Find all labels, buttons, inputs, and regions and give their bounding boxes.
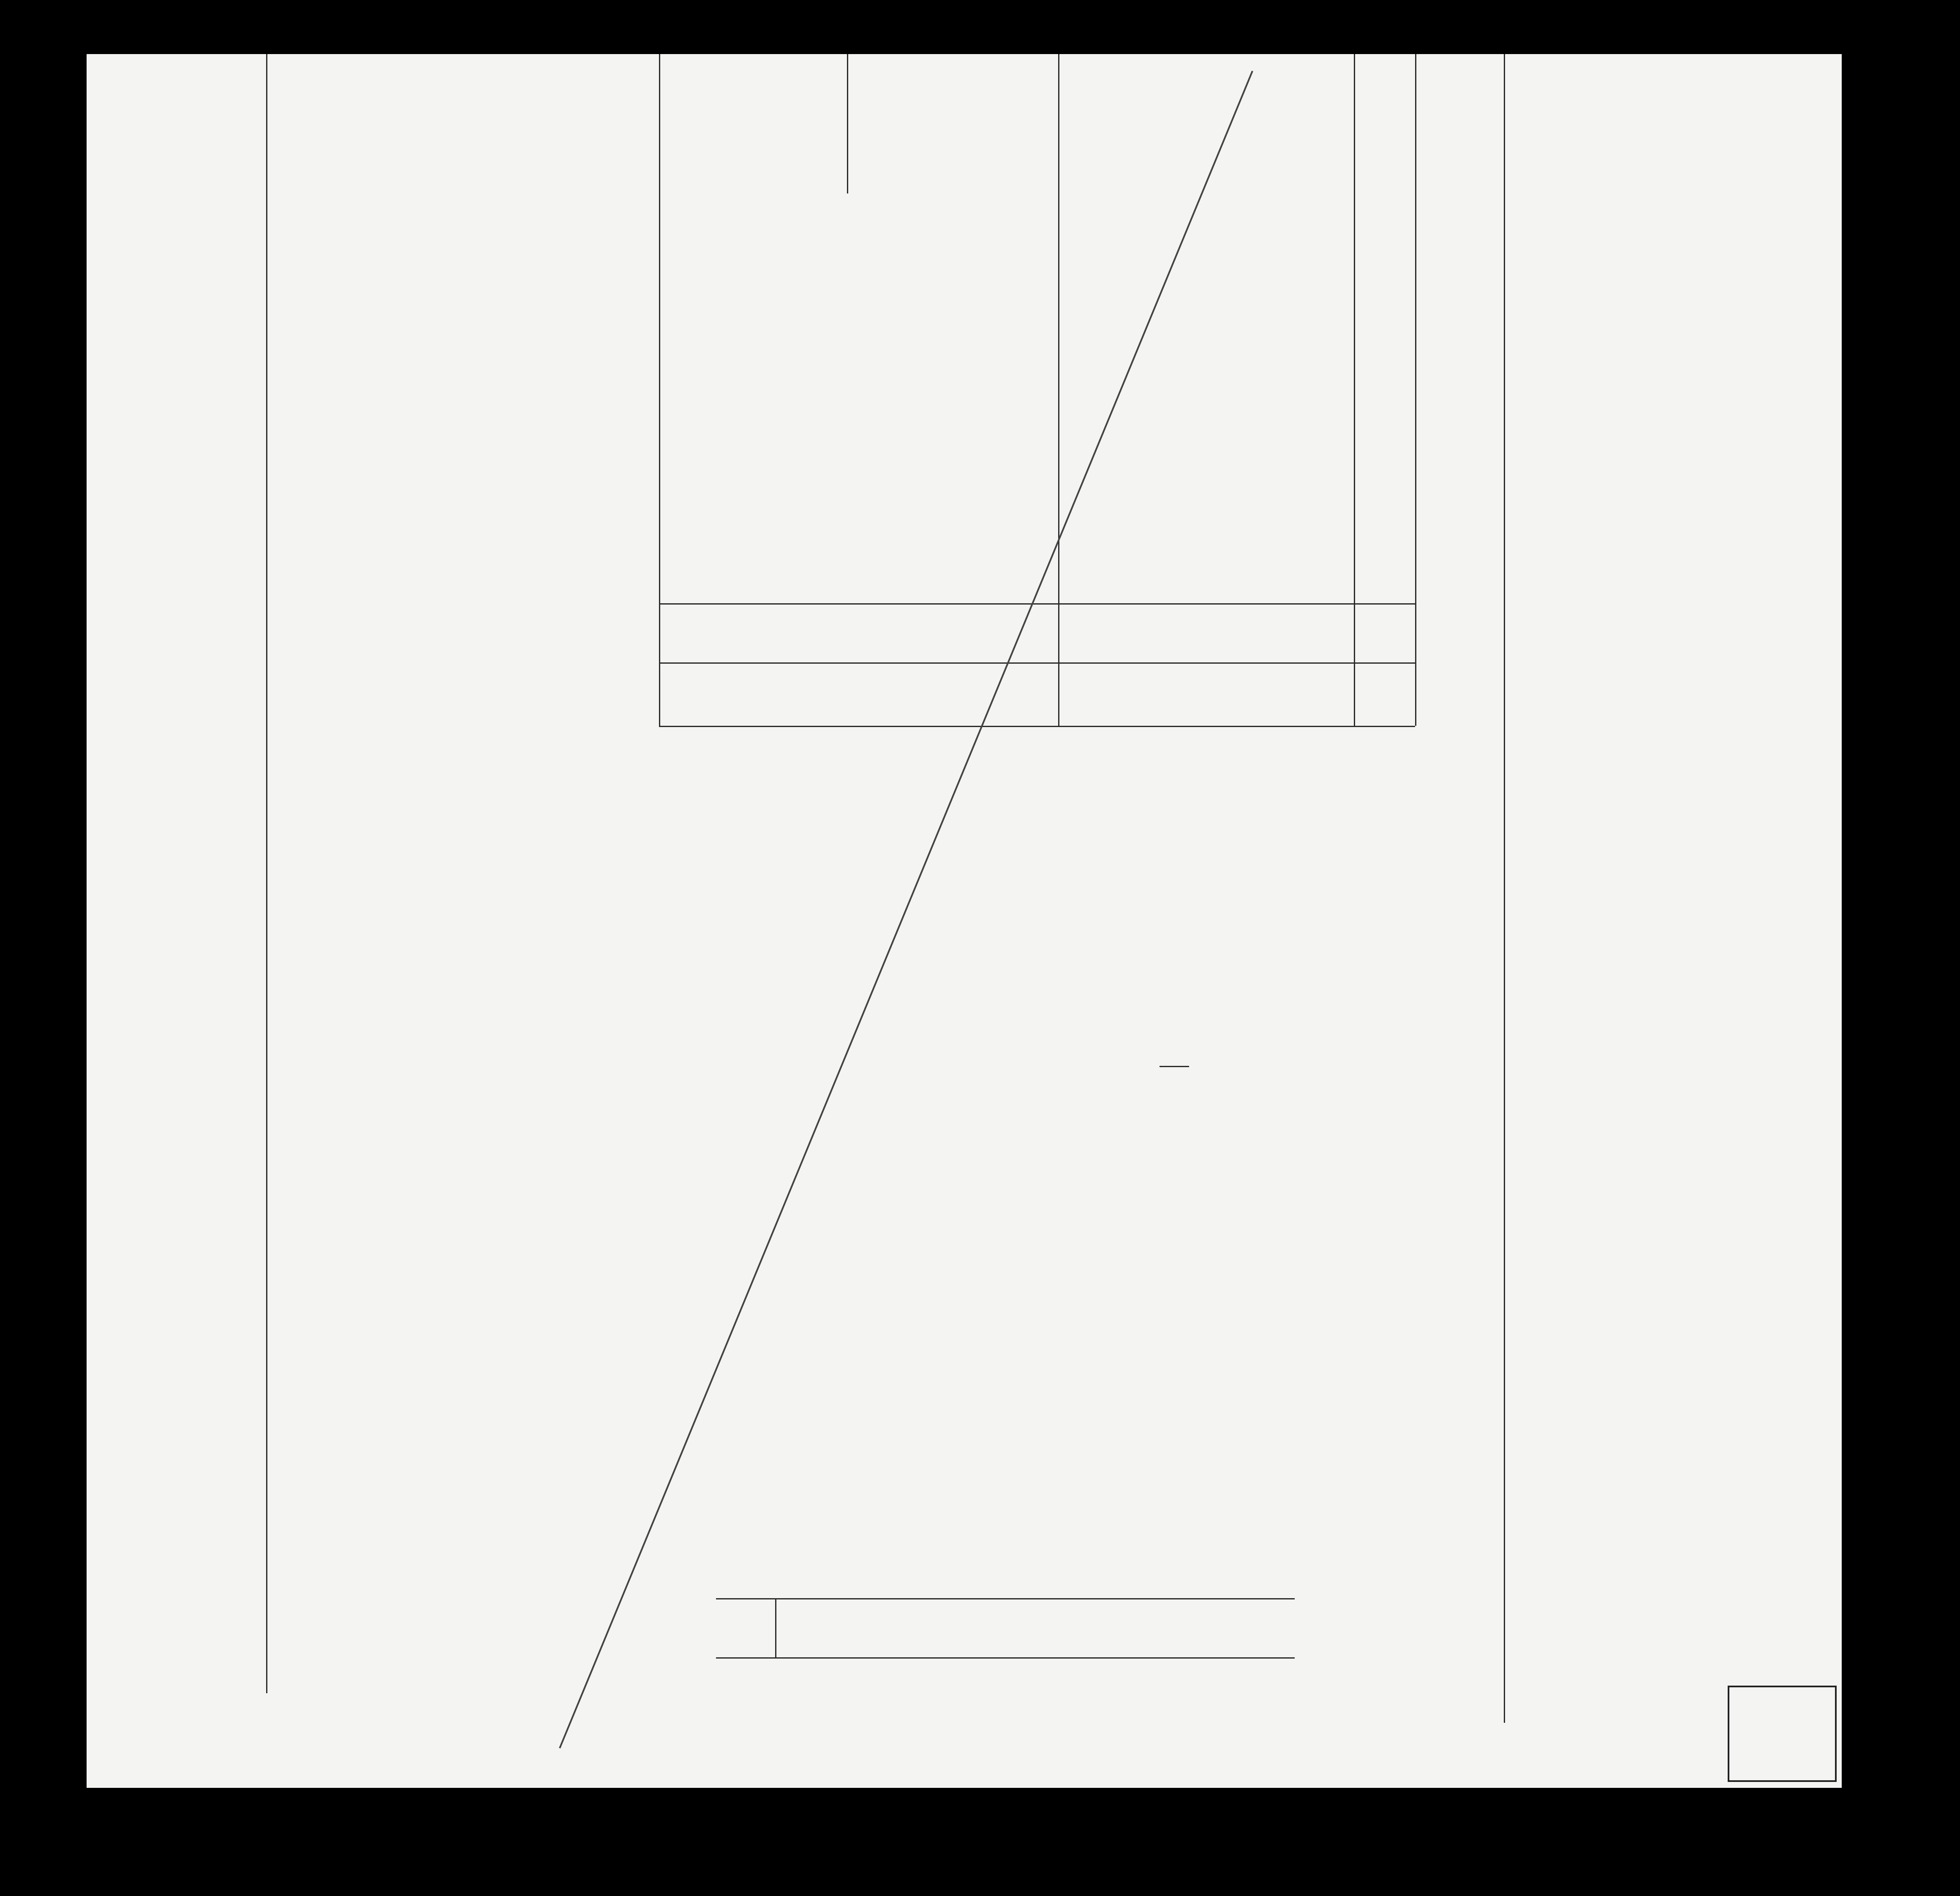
aerodrome-total-top-line (716, 1598, 1295, 1599)
aerodrome-total-divider (775, 1598, 776, 1657)
page-number-box (1728, 1686, 1837, 1782)
mt-total-underline (1160, 1066, 1189, 1067)
aerodrome-total-bottom-line (716, 1657, 1295, 1659)
document-page (87, 54, 1842, 1788)
cancel-strike-line (87, 54, 1842, 1788)
